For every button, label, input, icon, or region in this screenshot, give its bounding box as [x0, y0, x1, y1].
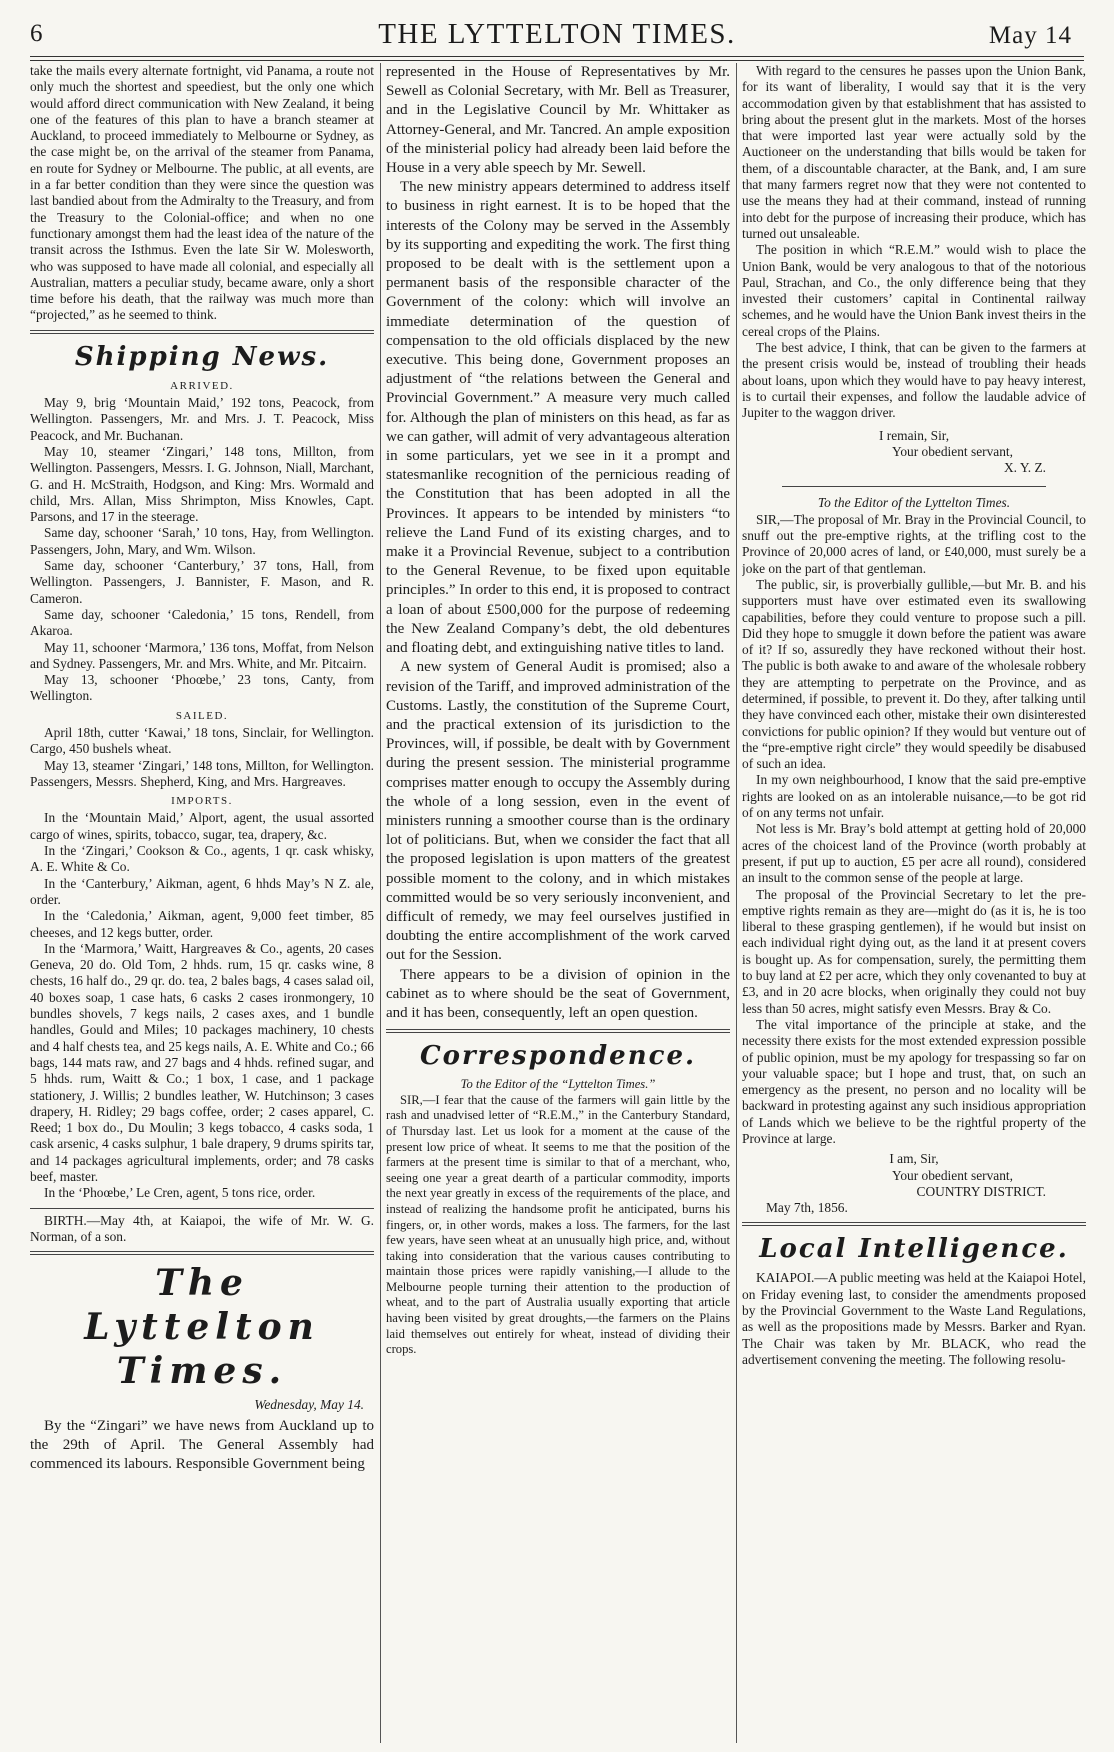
column-divider-2	[736, 63, 737, 1743]
import-item: In the ‘Marmora,’ Waitt, Hargreaves & Co., agents, 20 cases Geneva, 20 do. Old Tom, 2 hhds. rum, 15 qr. casks wine, 8 chests, 16 half do., 29 qr. do. tea, 2 bales bags, 4 cases salad oil, 40 boxes soap, 1 case hats, 6 casks 2 cases ironmongery, 10 bundles shovels, 7 kegs nails, 2 cases axes, and 1 bundle handles, Gould and Miles; 10 packages machinery, 10 chests and 4 half chests tea, and 25 kegs nails, A. E. White and Co.; 66 bags, 144 mats raw, and 27 bags and 4 hhds. refined sugar, and 5 hhds. rum, Waitt & Co.; 1 box, 1 case, and 1 package stationery, J. Willis; 2 bundles leather, W. Hutchinson; 3 cases drapery, H. Ridley; 29 bags coffee, order; 2 cases apparel, C. Reed; 1 box do., Du Moulin; 3 kegs tobacco, 4 casks soda, 1 cask arsenic, 4 casks sulphur, 1 bale drapery, 9 drums spirits tar, and 14 packages agricultural implements, order; and 78 casks beef, master.	[30, 940, 374, 1184]
arrival-item: May 9, brig ‘Mountain Maid,’ 192 tons, Peacock, from Wellington. Passengers, Mr. and Mrs. J. T. Peacock, Miss Peacock, and Mr. Buchanan.	[30, 395, 374, 443]
section-rule	[30, 333, 374, 334]
section-rule	[30, 1254, 374, 1255]
letter-paragraph: SIR,—I fear that the cause of the farmers will gain little by the rash and unadvised letter of “R.E.M.,” in the Canterbury Standard, of Thursday last. Let us look for a moment at the cause of the present low price of wheat. It seems to me that the position of the farmers at the present time is similar to that of a merchant, who, seeing one year a great dearth of a particular commodity, imports the next year greatly in excess of the requirements of the place, and instead of realizing the handsome profit he anticipated, burns his fingers, or, in other words, makes a loss. The farmers, for the last few years, have seen wheat at an unusually high price, and, without taking into consideration that the various causes contributing to maintain those prices were rapidly vanishing,—I allude to the Melbourne people turning their attention to the production of wheat, and to the part of Australia usually exporting that article having been visited by great droughts,—the farmers on the Plains laid themselves out entirely for wheat, instead of dividing their crops.	[386, 1092, 730, 1357]
letter-signoff: Your obedient servant,	[892, 443, 1013, 459]
letter-signature: X. Y. Z.	[1003, 460, 1046, 476]
local-intelligence-heading: Local Intelligence.	[759, 1234, 1069, 1265]
header-rule	[30, 56, 1084, 57]
column-2	[386, 63, 730, 1743]
lyttelton-times-heading: The Lyttelton Times.	[84, 1262, 320, 1393]
imports-heading: IMPORTS.	[171, 795, 233, 808]
letter-paragraph: The best advice, I think, that can be given to the farmers at the present crisis would be, instead of troubling their heads about loans, upon which they would have to pay heavy interest, is to curtail their expenses, and follow the laudable advice of Jupiter to the waggon driver.	[742, 340, 1086, 421]
arrival-item: Same day, schooner ‘Sarah,’ 10 tons, Hay, from Wellington. Passengers, John, Mary, and Wm. Wilson.	[30, 525, 374, 557]
letter-paragraph: The proposal of the Provincial Secretary to let the pre-emptive rights remain as they are—might do (as it is, he is too liberal to these grasping gentlemen), if he would but insist on each individual right dying out, as the land it at present covers is bought up. As for compensation, surely, the permitting them to buy land at £2 per acre, which they only covenanted to buy at £3, and in 20 acre blocks, when originally they could not buy less than 50 acres, might satisfy even Messrs. Bray & Co.	[742, 886, 1086, 1016]
letter-paragraph: The vital importance of the principle at stake, and the necessity there exists for the most extended expression possible of public opinion, must be my apology for trespassing so far on your valuable space; but I hope and trust, that, on such an emergency as the present, no person and no locality will be backward in protesting against any such insidious appropriation of Lands which we believe to be the rightful property of the Province at large.	[742, 1016, 1086, 1146]
import-item: In the ‘Phoœbe,’ Le Cren, agent, 5 tons rice, order.	[44, 1185, 316, 1201]
import-item: In the ‘Canterbury,’ Aikman, agent, 6 hhds May’s N Z. ale, order.	[30, 875, 374, 907]
section-rule	[386, 1029, 730, 1030]
import-item: In the ‘Mountain Maid,’ Alport, agent, the usual assorted cargo of wines, spirits, tobacco, sugar, tea, drapery, &c.	[30, 810, 374, 842]
section-rule	[782, 486, 1046, 487]
letter-signoff: I am, Sir,	[889, 1151, 939, 1167]
letter-salutation: To the Editor of the “Lyttelton Times.”	[460, 1077, 656, 1092]
issue-date: May 14	[988, 22, 1072, 49]
arrived-heading: ARRIVED.	[170, 379, 234, 392]
section-rule	[742, 1222, 1086, 1223]
letter-signature: COUNTRY DISTRICT.	[916, 1183, 1046, 1199]
sailing-item: April 18th, cutter ‘Kawai,’ 18 tons, Sinclair, for Wellington. Cargo, 450 bushels wheat.	[30, 724, 374, 757]
letter-paragraph: In my own neighbourhood, I know that the said pre-emptive rights are looked on as an intolerable nuisance,—to be got rid of on any terms not unfair.	[742, 772, 1086, 821]
arrival-item: Same day, schooner ‘Caledonia,’ 15 tons, Rendell, from Akaroa.	[30, 606, 374, 639]
letter-signoff: Your obedient servant,	[892, 1167, 1013, 1183]
section-rule	[742, 1225, 1086, 1226]
letter-paragraph: The position in which “R.E.M.” would wish to place the Union Bank, would be very analogous to that of the notorious Paul, Strachan, and Co., the only difference being that they invested their customers’ capital in Continental railway schemes, and he would have the Union Bank invest theirs in the cereal crops of the Plains.	[742, 242, 1086, 339]
shipping-news-heading: Shipping News.	[74, 341, 330, 372]
section-rule	[30, 1251, 374, 1252]
letter-paragraph: SIR,—The proposal of Mr. Bray in the Provincial Council, to snuff out the pre-emptive rights, at the trifling cost to the Province of 20,000 acres of land, or £40,000, must surely be a joke on the part of that gentleman.	[742, 511, 1086, 576]
section-rule	[386, 1032, 730, 1033]
letter-signoff: I remain, Sir,	[878, 427, 950, 443]
editorial-paragraph: A new system of General Audit is promised; also a revision of the Tariff, and improved administration of the Customs. Lastly, the constitution of the Supreme Court, and the practical extension of its jurisdiction to the Provinces, will, if possible, be dealt with by Government during the present session. The ministerial programme comprises matter enough to occupy the Assembly during the whole of a long session, even in the event of ministers running a smoother course than is the ordinary lot of politicians. But, when we consider the fact that all the proposed legislation is upon matters of the greatest possible moment to the colony, and in which mistakes committed would be so very seriously inconvenient, and difficult of remedy, we may feel ourselves justified in doubting the entire accomplishment of the work carved out for the Session.	[386, 659, 730, 964]
page-header	[0, 0, 1114, 58]
arrival-item: May 10, steamer ‘Zingari,’ 148 tons, Millton, from Wellington. Passengers, Messrs. I. G. Johnson, Niall, Marchant, G. and H. McStraith, Hodgson, and King: Mrs. Wormald and child, Mrs. Allan, Miss Shrimpton, Miss Knowles, Capt. Parsons, and 17 in the steerage.	[30, 443, 374, 525]
local-news-paragraph: KAIAPOI.—A public meeting was held at the Kaiapoi Hotel, on Friday evening last, to consider the amendments proposed by the Provincial Government to the Waste Land Regulations, as well as the propositions made by Messrs. Barker and Ryan. The Chair was taken by Mr. BLACK, who read the advertisement convening the meeting. The following resolu-	[742, 1270, 1086, 1367]
arrival-item: May 13, schooner ‘Phoœbe,’ 23 tons, Canty, from Wellington.	[30, 672, 374, 704]
header-rule-second	[30, 60, 1084, 61]
page-number: 6	[30, 20, 43, 47]
column-divider-1	[380, 63, 381, 1743]
arrival-item: May 11, schooner ‘Marmora,’ 136 tons, Moffat, from Nelson and Sydney. Passengers, Mr. and Mrs. White, and Mr. Pitcairn.	[30, 639, 374, 671]
column-3	[742, 63, 1086, 1743]
import-item: In the ‘Zingari,’ Cookson & Co., agents, 1 qr. cask whisky, A. E. White & Co.	[30, 843, 374, 875]
letter-paragraph: With regard to the censures he passes upon the Union Bank, for its want of liberality, I would say that it is the very accommodation given by that establishment that has assisted to bring about the present glut in the markets. Most of the horses that were imported last year were actually sold by the Auctioneer on the understanding that bills would be taken for them, of a discountable character, at the Bank, and, I am sure that many farmers regret now that they were not contented to use the means they had at their command, instead of running into debt for the purpose of increasing their produce, which has turned out unsaleable.	[742, 63, 1086, 241]
letter-paragraph: Not less is Mr. Bray’s bold attempt at getting hold of 20,000 acres of the choicest land of the Province (worth probably at present, if put up to auction, £5 per acre all round), considered an insult to the common sense of the people at large.	[742, 821, 1086, 886]
newspaper-title: THE LYTTELTON TIMES.	[378, 18, 736, 50]
letter-paragraph: The public, sir, is proverbially gullible,—but Mr. B. and his supporters must have over estimated even its swallowing capabilities, before they could venture to propose such a pill. Did they hope to smuggle it down before the patient was aware of it? If so, assuredly they have reckoned without their host. The public is both awake to and aware of the wholesale robbery they are attempting to perpetrate on the Province, and as determined, if possible, to prevent it. Do they, after talking until they have convinced each other, mistake their own disinterested convictions for public opinion? If they would but venture out of the “pre-emptive right circle” they would speedily be disabused of such an idea.	[742, 576, 1086, 772]
letter-salutation: To the Editor of the Lyttelton Times.	[817, 495, 1011, 511]
editorial-dateline: Wednesday, May 14.	[254, 1397, 364, 1413]
editorial-lead: By the “Zingari” we have news from Auckland up to the 29th of April. The General Assembly had commenced its labours. Responsible Government being	[30, 1418, 374, 1473]
article-continuation: take the mails every alternate fortnight, vid Panama, a route not only much the shortest and speediest, but the only one which would afford direct communication with New Zealand, it being one of the features of this plan to have a branch steamer at Auckland, to proceed immediately to Melbourne or Sydney, as the case might be, on the arrival of the steamer from Panama, en route for Sydney or Melbourne. The public, at all events, are in a far better condition than they were since the question was last bandied about from the Admiralty to the Treasury, and from the Treasury to the Colonial-office; and when no one functionary amongst them had the least idea of the nature of the transit across the Isthmus. Even the late Sir W. Molesworth, who was supposed to have made all colonial, and especially all Australian, matters a peculiar study, became aware, only a short time before his death, that the railway was much more than “projected,” as he seemed to think.	[30, 63, 374, 323]
section-rule	[30, 1208, 374, 1209]
arrival-item: Same day, schooner ‘Canterbury,’ 37 tons, Hall, from Wellington. Passengers, J. Bannister, F. Mason, and R. Cameron.	[30, 558, 374, 606]
column-1	[30, 63, 374, 1743]
editorial-paragraph: The new ministry appears determined to address itself to business in right earnest. It is to be hoped that the interests of the Colony may be served in the Assembly by its supporting and expediting the work. The first thing proposed to be dealt with is the settlement upon a permanent basis of the responsible character of the Government of the colony: which will involve an immediate determination of the question of compensation to the old officials displaced by the new executive. This being done, Government proposes an adjustment of “the relations between the General and Provincial Government.” A measure very much called for. Although the plan of ministers on this head, as far as we can gather, will admit of very advantageous alteration in some particulars, yet we see in it a prompt and statesmanlike recognition of the pernicious reading of the Constitution that has been adopted in all the Provinces. It appears to be intended by ministers “to relieve the Land Fund of its existing charges, and to make it a Provincial Revenue, subject to a contribution to the General Revenue, to be fixed upon equitable principles.” In order to this end, it is proposed to contract a loan of about £500,000 for the purpose of redeeming the New Zealand Company’s debt, the old debentures and floating debt, and extinguishing native titles to land.	[386, 179, 730, 657]
sailing-item: May 13, steamer ‘Zingari,’ 148 tons, Millton, for Wellington. Passengers, Messrs. Shepherd, King, and Mrs. Hargreaves.	[30, 757, 374, 789]
sailed-heading: SAILED.	[175, 709, 229, 722]
birth-notice: BIRTH.—May 4th, at Kaiapoi, the wife of Mr. W. G. Norman, of a son.	[30, 1212, 374, 1244]
correspondence-heading: Correspondence.	[419, 1041, 697, 1072]
letter-date: May 7th, 1856.	[766, 1200, 848, 1216]
import-item: In the ‘Caledonia,’ Aikman, agent, 9,000 feet timber, 85 cheeses, and 12 kegs butter, order.	[30, 908, 374, 940]
section-rule	[30, 330, 374, 331]
editorial-paragraph: There appears to be a division of opinion in the cabinet as to where should be the seat of Government, and it has been, consequently, left an open question.	[386, 966, 730, 1021]
editorial-paragraph: represented in the House of Representatives by Mr. Sewell as Colonial Secretary, with Mr. Bell as Treasurer, and in the Legislative Council by Mr. Whittaker as Attorney-General, and Mr. Tancred. An ample exposition of the ministerial policy had already been laid before the House in a very able speech by Mr. Sewell.	[386, 64, 730, 177]
